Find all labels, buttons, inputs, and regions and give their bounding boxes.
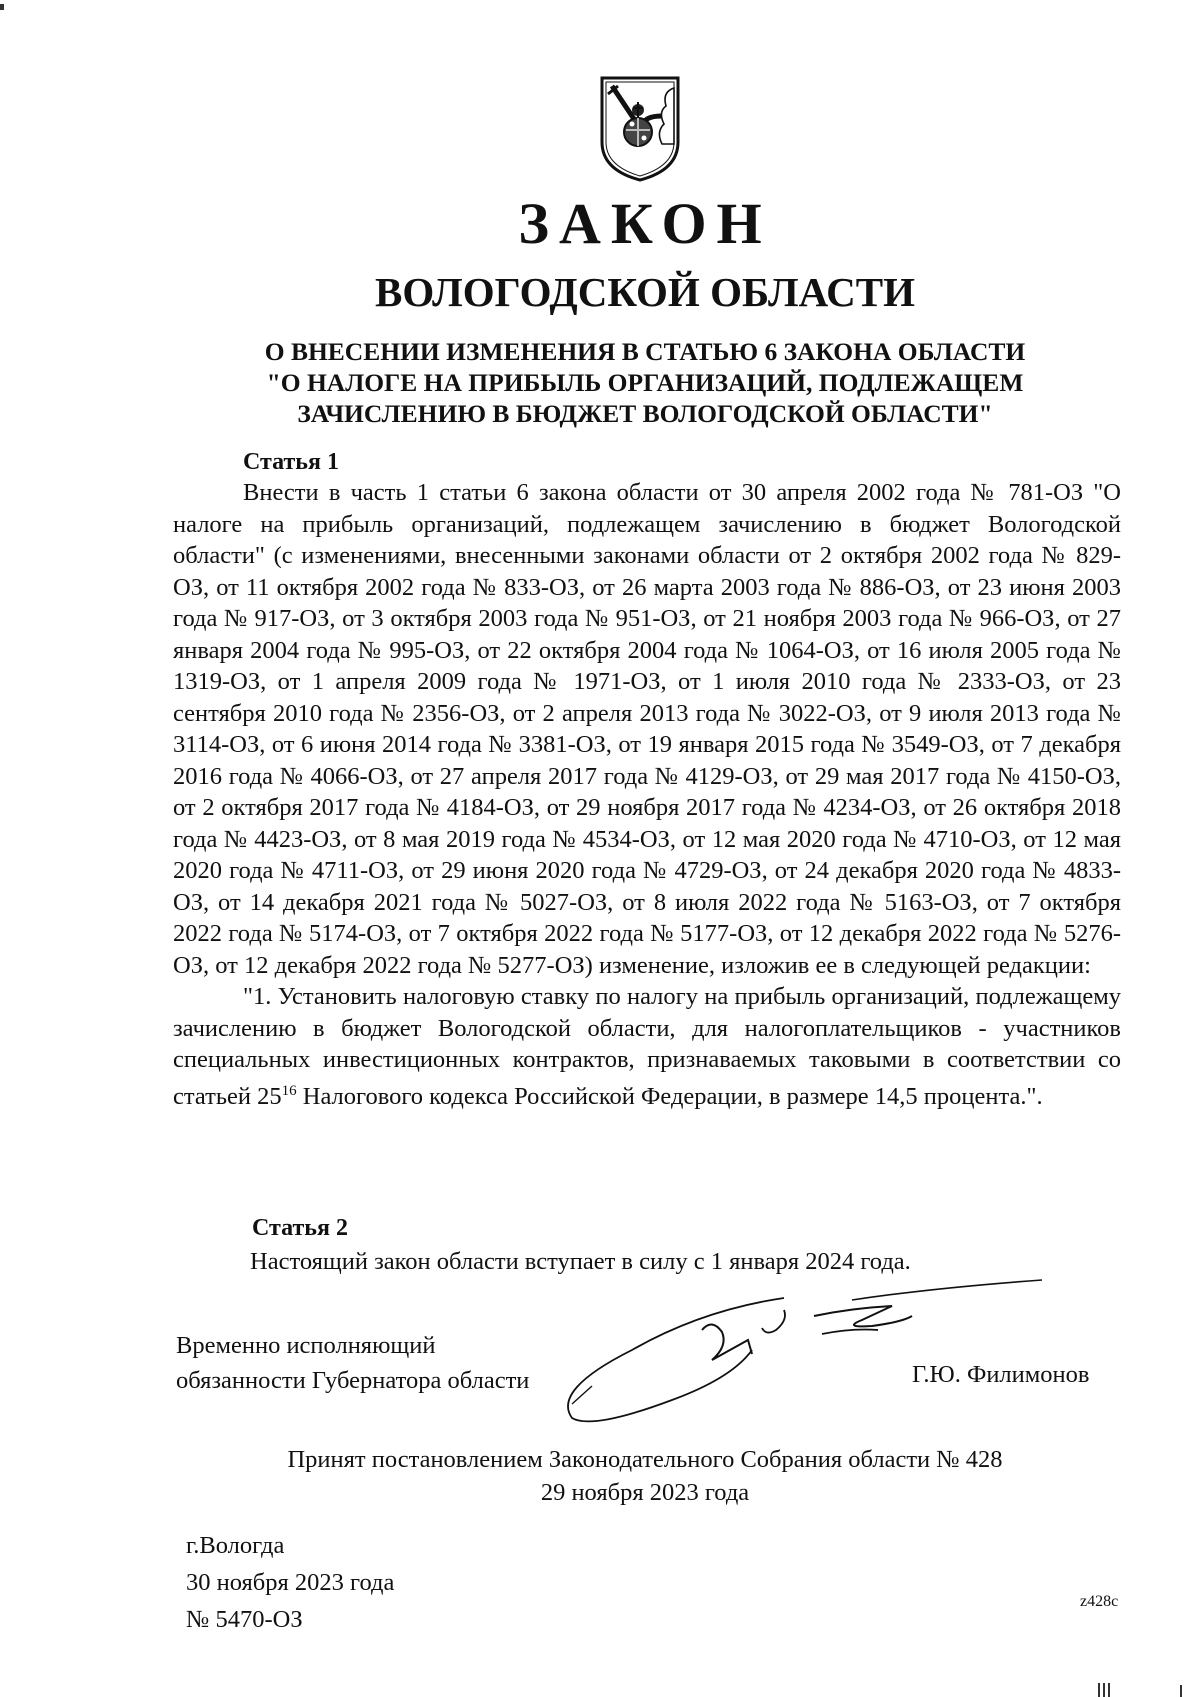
handwritten-signature (552, 1270, 1072, 1430)
article-2-text: Настоящий закон области вступает в силу с 1 января 2024 года. (250, 1248, 911, 1275)
law-heading-line: ЗАЧИСЛЕНИЮ В БЮДЖЕТ ВОЛОГОДСКОЙ ОБЛАСТИ" (297, 399, 993, 428)
scan-mark (1108, 1683, 1110, 1697)
region-title: ВОЛОГОДСКОЙ ОБЛАСТИ (374, 269, 916, 315)
law-heading (160, 336, 1130, 429)
article-1-title: Статья 1 (243, 449, 339, 475)
article-1-quoted-text (173, 981, 1121, 1112)
quote-text-end: Налогового кодекса Российской Федерации, в размере 14,5 процента.". (296, 1082, 1043, 1110)
adoption-date: 29 ноября 2023 года (540, 1479, 750, 1506)
quote-superscript: 16 (281, 1082, 297, 1099)
place-date-number (186, 1527, 394, 1638)
scan-mark (0, 4, 4, 10)
coat-of-arms-icon (596, 72, 684, 184)
article-2-title: Статья 2 (252, 1215, 348, 1241)
signatory-position-line: Временно исполняющий (176, 1332, 436, 1359)
signatory-position-line: обязанности Губернатора области (176, 1367, 530, 1394)
document-type-title: ЗАКОН (518, 191, 772, 256)
quote-text-start: "1. Установить налоговую ставку по налогу на прибыль организаций, подлежащему зачислению в бюджет Вологодской области, для налогоплательщиков - участников специальных инвестиционных контрактов, признаваемых таковыми в соответствии со статьей 25 (173, 983, 1121, 1110)
adoption-line: Принят постановлением Законодательного Собрания области № 428 (287, 1446, 1003, 1473)
city: г.Вологда (186, 1532, 285, 1559)
document-code: z428c (1080, 1593, 1119, 1610)
adoption-note (200, 1443, 1090, 1509)
article-1-paragraph: Внести в часть 1 статьи 6 закона области от 30 апреля 2002 года № 781-ОЗ "О налоге на прибыль организаций, подлежащем зачислению в бюджет Вологодской области" (с изменениями, внесенными законами области от 2 октября 2002 года № 829-ОЗ, от 11 октября 2002 года № 833-ОЗ, от 26 марта 2003 года № 886-ОЗ, от 23 июня 2003 года № 917-ОЗ, от 3 октября 2003 года № 951-ОЗ, от 21 ноября 2003 года № 966-ОЗ, от 27 января 2004 года № 995-ОЗ, от 22 октября 2004 года № 1064-ОЗ, от 16 июля 2005 года № 1319-ОЗ, от 1 апреля 2009 года № 1971-ОЗ, от 1 июля 2010 года № 2333-ОЗ, от 23 сентября 2010 года № 2356-ОЗ, от 2 апреля 2013 года № 3022-ОЗ, от 9 июля 2013 года № 3114-ОЗ, от 6 июня 2014 года № 3381-ОЗ, от 19 января 2015 года № 3549-ОЗ, от 7 декабря 2016 года № 4066-ОЗ, от 27 апреля 2017 года № 4129-ОЗ, от 29 мая 2017 года № 4150-ОЗ, от 2 октября 2017 года № 4184-ОЗ, от 29 ноября 2017 года № 4234-ОЗ, от 26 октября 2018 года № 4423-ОЗ, от 8 мая 2019 года № 4534-ОЗ, от 12 мая 2020 года № 4710-ОЗ, от 12 мая 2020 года № 4711-ОЗ, от 29 июня 2020 года № 4729-ОЗ, от 24 декабря 2020 года № 4833-ОЗ, от 14 декабря 2021 года № 5027-ОЗ, от 8 июля 2022 года № 5163-ОЗ, от 7 октября 2022 года № 5174-ОЗ, от 7 октября 2022 года № 5177-ОЗ, от 12 декабря 2022 года № 5276-ОЗ, от 12 декабря 2022 года № 5277-ОЗ) изменение, изложив ее в следующей редакции: (173, 479, 1121, 979)
signatory-name: Г.Ю. Филимонов (912, 1361, 1090, 1388)
scan-mark (1103, 1683, 1105, 1697)
scan-mark (1180, 1685, 1182, 1697)
law-heading-line: О ВНЕСЕНИИ ИЗМЕНЕНИЯ В СТАТЬЮ 6 ЗАКОНА ОБЛАСТИ (264, 337, 1026, 366)
signing-date: 30 ноября 2023 года (186, 1569, 395, 1596)
scan-mark (1098, 1683, 1100, 1697)
law-number: № 5470-ОЗ (186, 1606, 303, 1633)
signatory-position (176, 1328, 529, 1398)
article-1-body (173, 477, 1121, 1112)
law-heading-line: "О НАЛОГЕ НА ПРИБЫЛЬ ОРГАНИЗАЦИЙ, ПОДЛЕЖАЩЕМ (266, 368, 1024, 397)
